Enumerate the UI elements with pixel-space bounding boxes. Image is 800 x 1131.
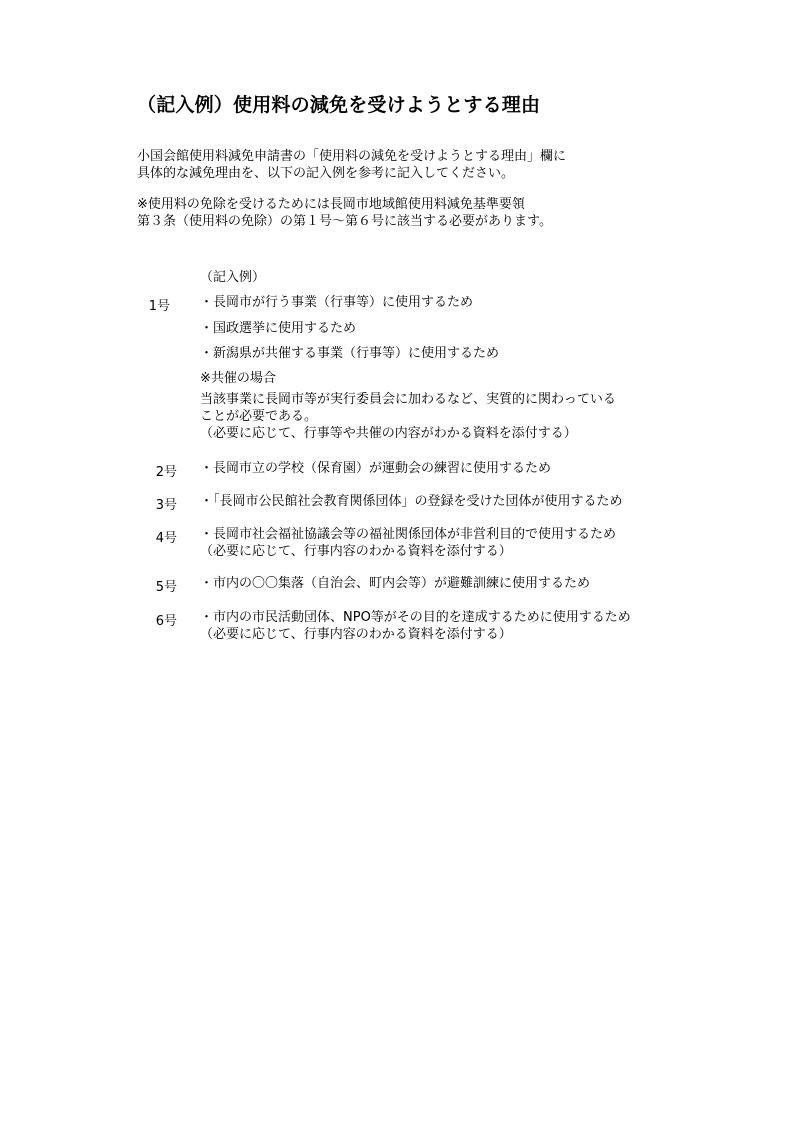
intro-line: 小国会館使用料減免申請書の「使用料の減免を受けようとする理由」欄に <box>137 149 567 164</box>
intro-paragraph <box>137 148 566 182</box>
item-4-line: ・長岡市社会福祉協議会等の福祉関係団体が非営利目的で使用するため <box>200 527 617 542</box>
item-1-detail-line: （必要に応じて、行事等や共催の内容がわかる資料を添付する） <box>200 426 577 441</box>
item-number-3: 3号 <box>155 498 177 513</box>
item-number-1: 1号 <box>148 299 170 314</box>
item-1-line: ※共催の場合 <box>200 371 276 386</box>
item-4-text <box>200 526 616 560</box>
note-paragraph <box>137 196 552 230</box>
document-title: （記入例）使用料の減免を受けようとする理由 <box>137 94 541 116</box>
item-1-detail-line: 当該事業に長岡市等が実行委員会に加わるなど、実質的に関わっている <box>200 392 616 407</box>
item-6-line: （必要に応じて、行事内容のわかる資料を添付する） <box>200 627 512 642</box>
example-heading: （記入例） <box>200 270 266 285</box>
item-5-line: ・市内の〇〇集落（自治会、町内会等）が避難訓練に使用するため <box>200 576 591 591</box>
note-line: 第３条（使用料の免除）の第１号～第６号に該当する必要があります。 <box>137 214 552 229</box>
note-line: ※使用料の免除を受けるためには長岡市地域館使用料減免基準要領 <box>137 197 525 212</box>
item-6-line: ・市内の市民活動団体、NPO等がその目的を達成するために使用するため <box>200 610 631 625</box>
item-1-line: ・長岡市が行う事業（行事等）に使用するため <box>200 295 474 310</box>
item-1-detail-line: ことが必要である。 <box>200 409 318 424</box>
item-2-line: ・長岡市立の学校（保育園）が運動会の練習に使用するため <box>200 461 552 476</box>
item-4-line: （必要に応じて、行事内容のわかる資料を添付する） <box>200 544 512 559</box>
intro-line: 具体的な減免理由を、以下の記入例を参考に記入してください。 <box>137 166 515 181</box>
item-number-5: 5号 <box>155 580 177 595</box>
item-number-4: 4号 <box>155 531 177 546</box>
item-6-text <box>200 609 631 643</box>
item-3-line: ・「長岡市公民館社会教育関係団体」の登録を受けた団体が使用するため <box>200 494 623 509</box>
item-1-detail <box>200 391 616 442</box>
item-1-line: ・新潟県が共催する事業（行事等）に使用するため <box>200 346 500 361</box>
item-1-line: ・国政選挙に使用するため <box>200 321 357 336</box>
item-number-6: 6号 <box>155 614 177 629</box>
item-number-2: 2号 <box>155 465 177 480</box>
